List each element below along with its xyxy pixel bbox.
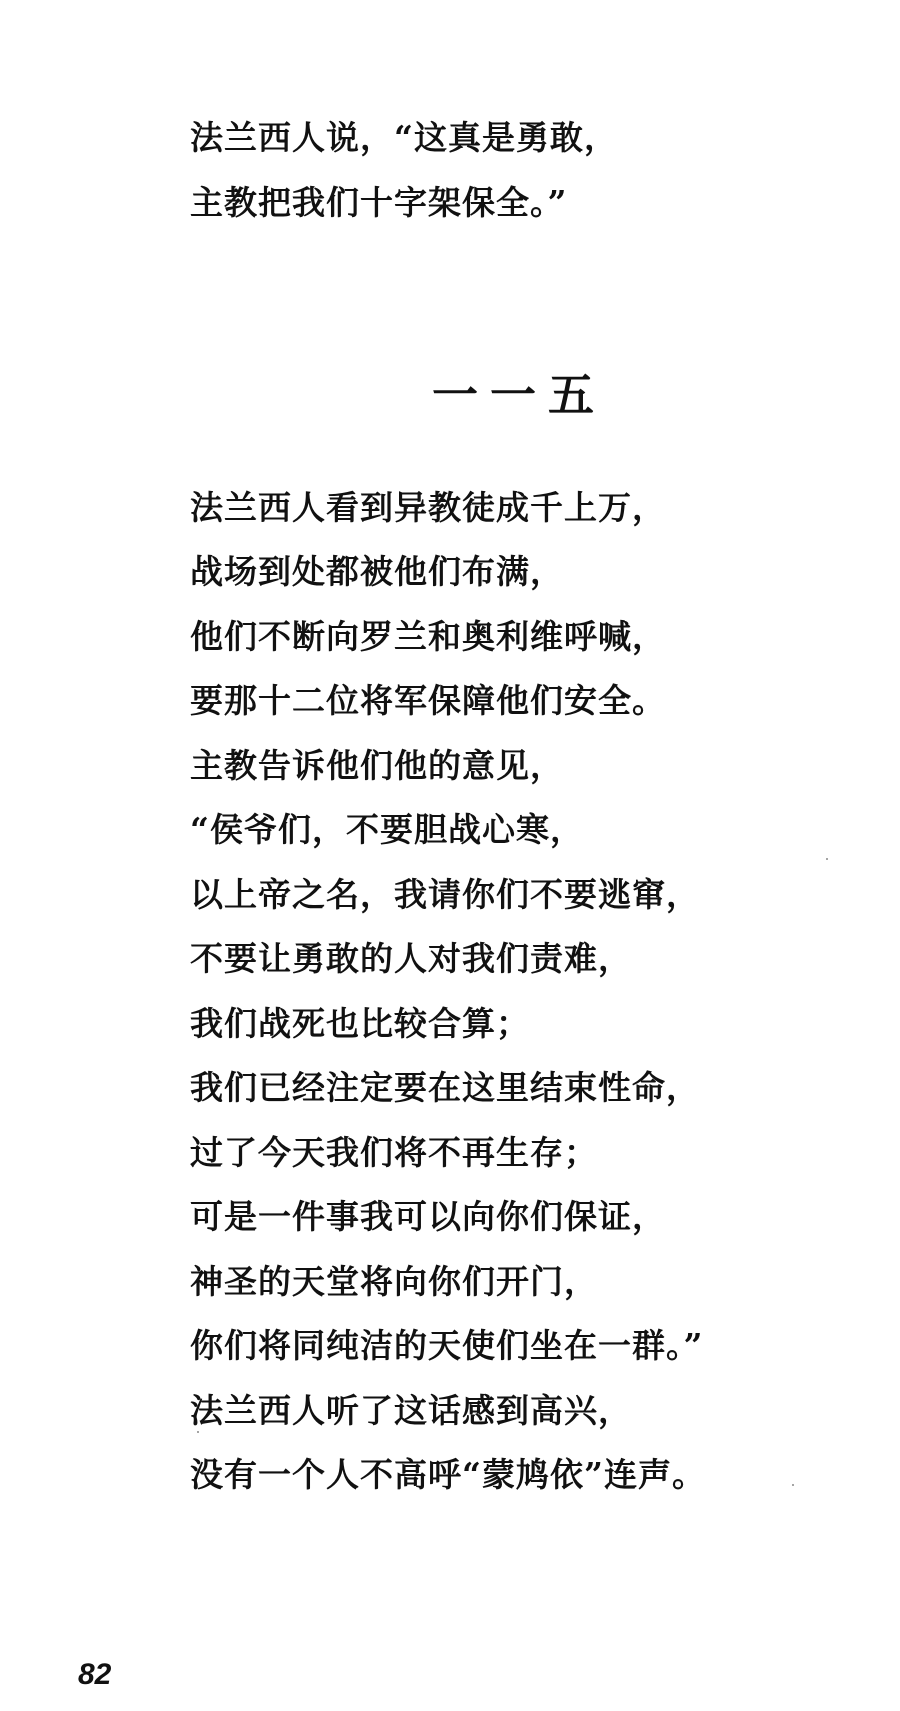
print-speck: [826, 858, 828, 860]
verse-line-10: 我们已经注定要在这里结束性命，: [190, 1068, 700, 1107]
opening-line-1: 法兰西人说，“这真是勇敢，: [190, 118, 618, 157]
verse-line-1: 法兰西人看到异教徒成千上万，: [190, 488, 666, 527]
verse-line-14: 你们将同纯洁的天使们坐在一群。”: [190, 1326, 704, 1365]
verse-line-16: 没有一个人不高呼“蒙鸠依”连声。: [190, 1455, 706, 1494]
verse-line-13: 神圣的天堂将向你们开门，: [190, 1262, 598, 1301]
verse-line-9: 我们战死也比较合算；: [190, 1004, 530, 1043]
verse-line-3: 他们不断向罗兰和奥利维呼喊，: [190, 617, 666, 656]
verse-line-11: 过了今天我们将不再生存；: [190, 1133, 598, 1172]
page-number: 82: [78, 1658, 112, 1691]
print-speck: [792, 1484, 794, 1486]
section-heading: 一一五: [432, 368, 606, 422]
verse-line-6: “侯爷们，不要胆战心寒，: [190, 810, 584, 849]
verse-line-12: 可是一件事我可以向你们保证，: [190, 1197, 666, 1236]
verse-line-7: 以上帝之名，我请你们不要逃窜，: [190, 875, 700, 914]
opening-line-2: 主教把我们十字架保全。”: [190, 183, 568, 222]
print-speck: [197, 1431, 199, 1433]
verse-line-15: 法兰西人听了这话感到高兴，: [190, 1391, 632, 1430]
verse-line-8: 不要让勇敢的人对我们责难，: [190, 939, 632, 978]
verse-line-2: 战场到处都被他们布满，: [190, 552, 564, 591]
verse-line-4: 要那十二位将军保障他们安全。: [190, 681, 666, 720]
verse-line-5: 主教告诉他们他的意见，: [190, 746, 564, 785]
